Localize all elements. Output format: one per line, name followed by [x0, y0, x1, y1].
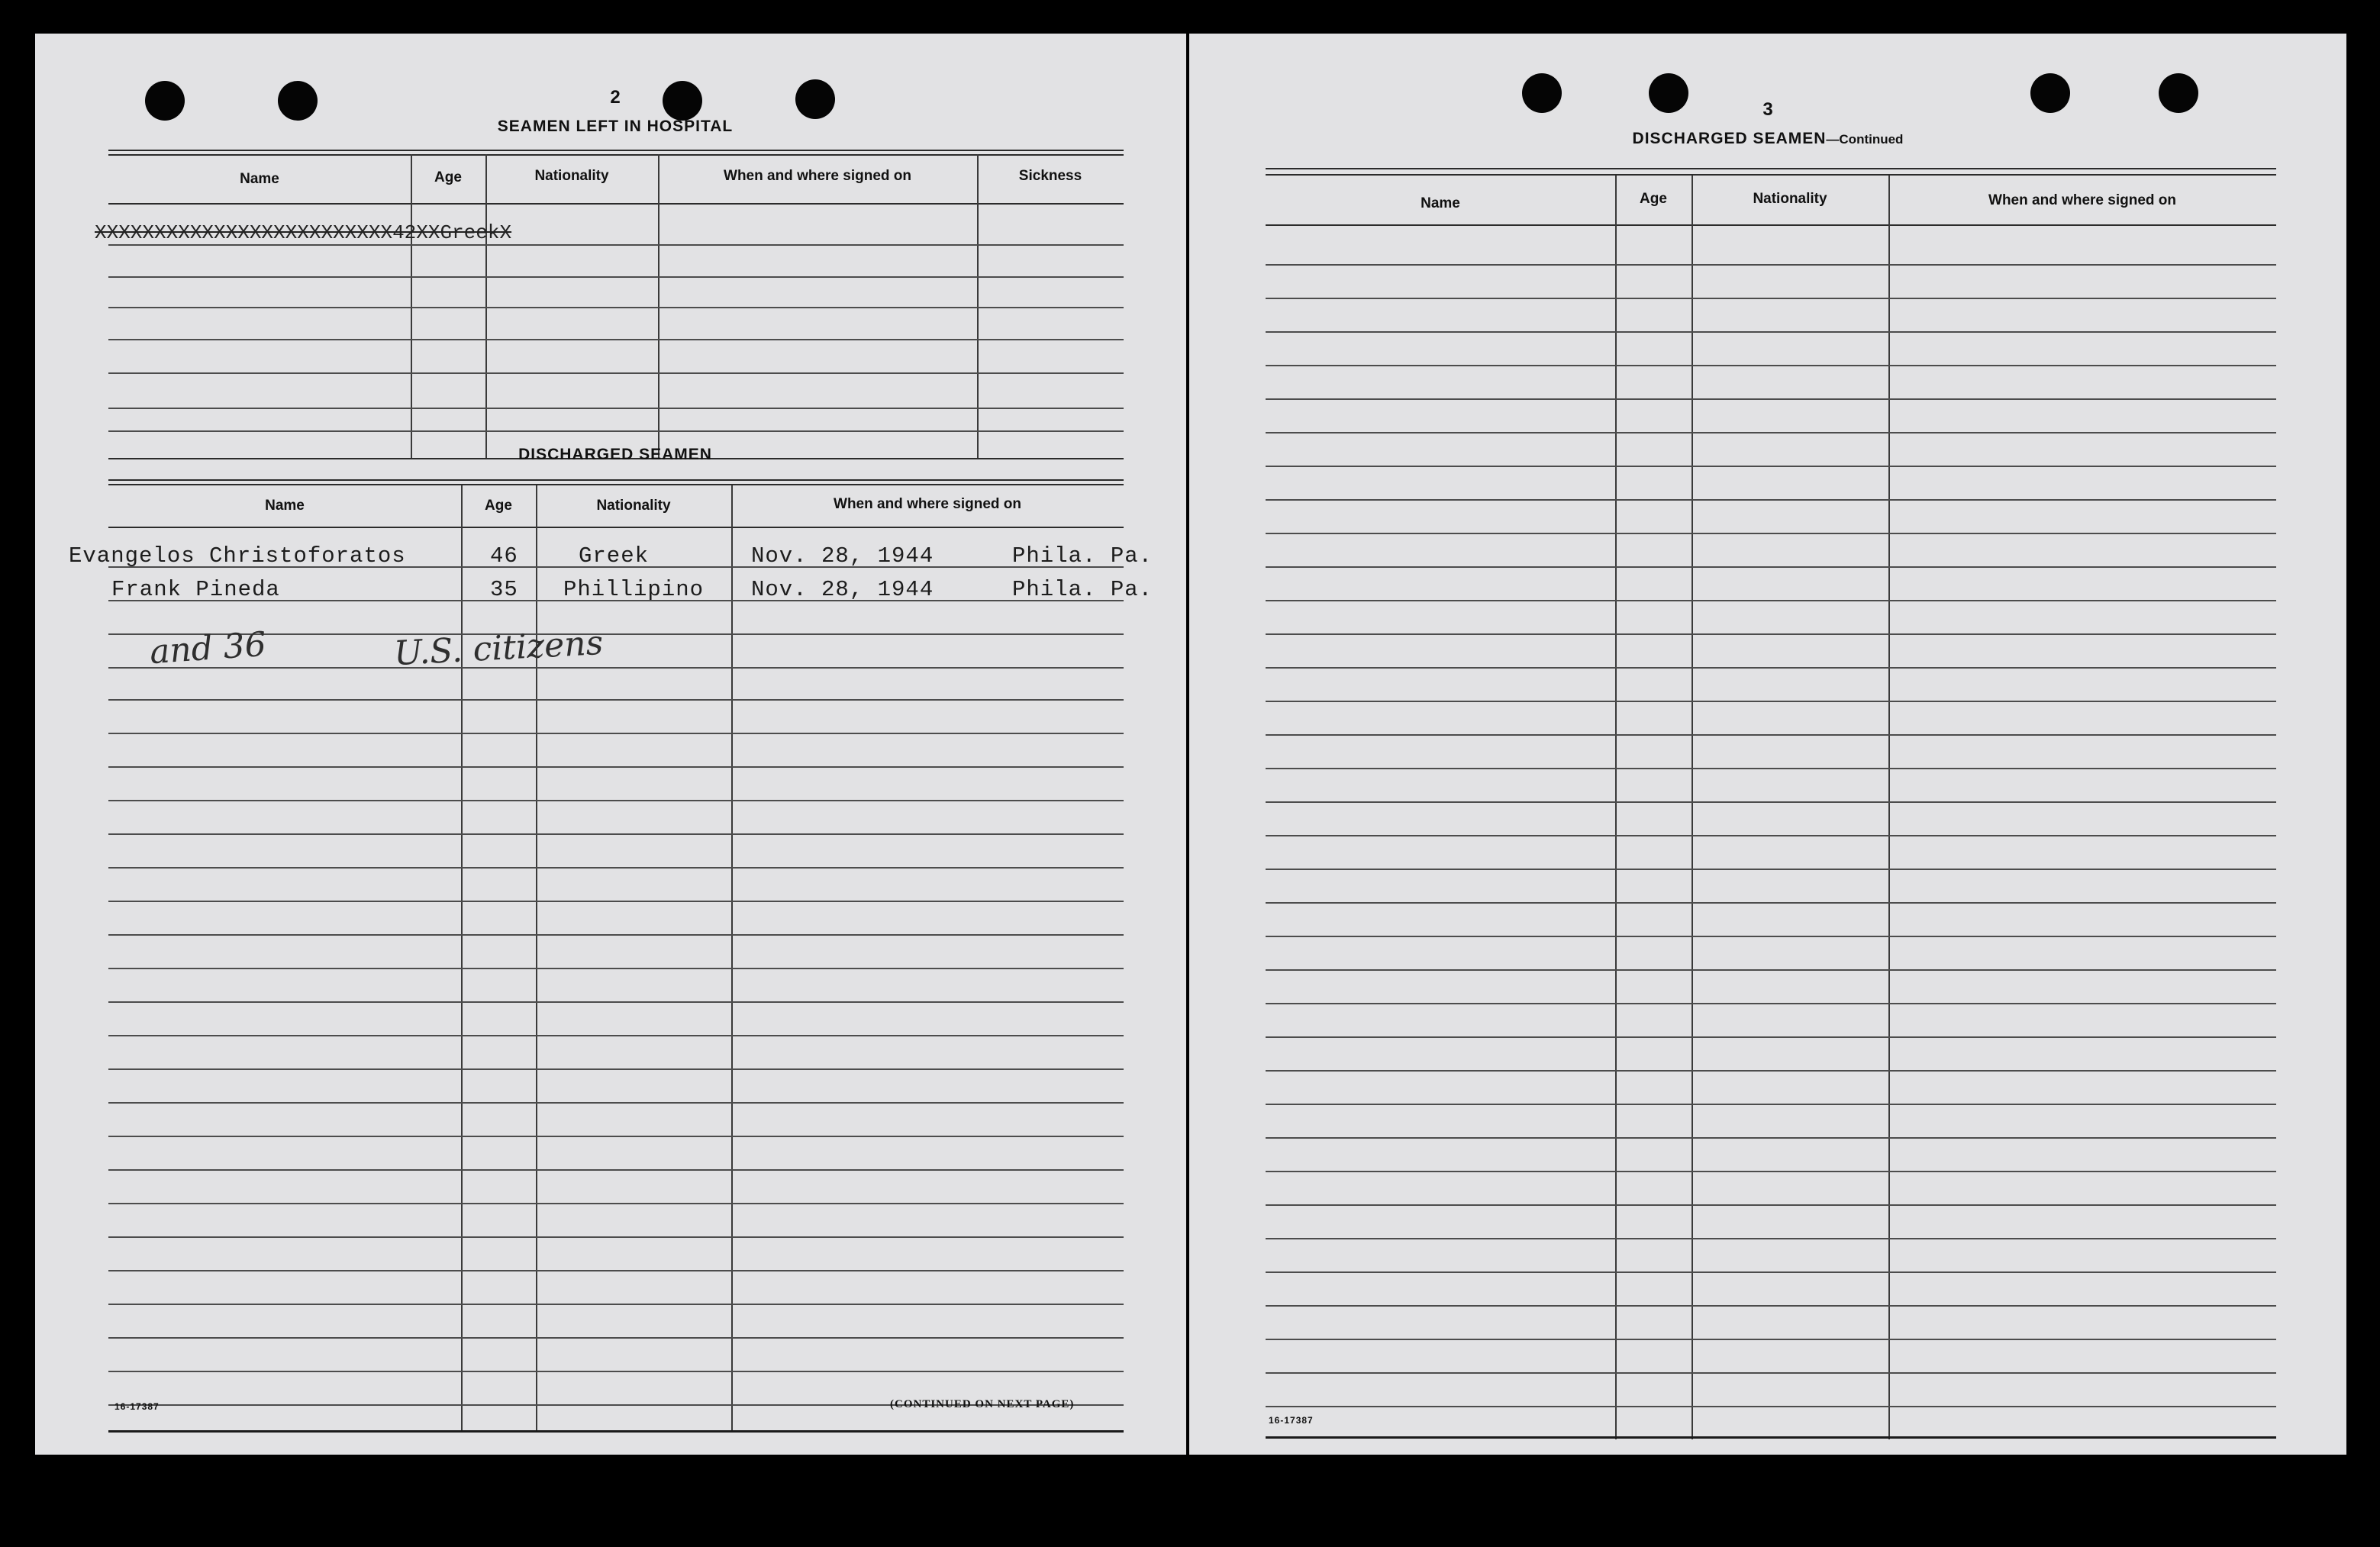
continued-table-bottom-rule: [1266, 1436, 2276, 1439]
hospital-row-rule: [108, 372, 1124, 374]
discharged-row-rule: [108, 800, 1124, 801]
discharged-row-rule: [108, 1236, 1124, 1238]
hospital-col-nationality: Nationality: [534, 168, 609, 184]
right-page: [1189, 34, 2346, 1455]
continued-row-rule: [1266, 633, 2276, 635]
discharged-row-rule: [108, 1102, 1124, 1104]
hospital-col-signed-on: When and where signed on: [724, 168, 911, 184]
continued-row-rule: [1266, 969, 2276, 971]
continued-row-rule: [1266, 801, 2276, 803]
hospital-header-rule: [108, 203, 1124, 205]
continued-row-rule: [1266, 1036, 2276, 1038]
handwritten-note-count: and 36: [148, 624, 268, 672]
seaman-age: 35: [490, 577, 518, 602]
continued-table-top-rule: [1266, 168, 2276, 169]
discharged-row-rule: [108, 1304, 1124, 1305]
punch-hole: [1522, 73, 1562, 113]
hospital-section-title: SEAMEN LEFT IN HOSPITAL: [497, 118, 734, 135]
discharged-col-nationality: Nationality: [596, 498, 671, 514]
hospital-row-rule: [108, 339, 1124, 340]
hospital-row-rule: [108, 430, 1124, 432]
discharged-row-rule: [108, 667, 1124, 669]
discharged-table-top-rule: [108, 484, 1124, 485]
continued-row-rule: [1266, 902, 2276, 904]
continued-row-rule: [1266, 1238, 2276, 1239]
continued-row-rule: [1266, 566, 2276, 568]
punch-hole: [2030, 73, 2070, 113]
continued-row-rule: [1266, 1104, 2276, 1105]
continued-row-rule: [1266, 398, 2276, 400]
continued-row-rule: [1266, 667, 2276, 669]
continued-row-rule: [1266, 1171, 2276, 1172]
signed-on-place: Phila. Pa.: [1012, 543, 1153, 569]
continued-col-signed-on: When and where signed on: [1988, 192, 2176, 208]
punch-hole: [1649, 73, 1688, 113]
continued-row-rule: [1266, 298, 2276, 299]
continued-row-rule: [1266, 936, 2276, 937]
punch-hole: [795, 79, 835, 119]
continued-note: (CONTINUED ON NEXT PAGE): [890, 1398, 1075, 1410]
discharged-row-rule: [108, 699, 1124, 701]
discharged-row-rule: [108, 1270, 1124, 1271]
hospital-row-rule: [108, 307, 1124, 308]
discharged-row-rule: [108, 968, 1124, 969]
continued-row-rule: [1266, 1305, 2276, 1307]
continued-row-rule: [1266, 835, 2276, 836]
continued-row-rule: [1266, 1070, 2276, 1072]
continued-row-rule: [1266, 466, 2276, 467]
hospital-row-rule: [108, 276, 1124, 278]
continued-row-rule: [1266, 1271, 2276, 1273]
title-continued: —Continued: [1826, 132, 1904, 147]
continued-row-rule: [1266, 1339, 2276, 1340]
signed-on-place: Phila. Pa.: [1012, 577, 1153, 602]
form-number: 16-17387: [114, 1401, 160, 1412]
continued-col-name: Name: [1421, 195, 1460, 211]
punch-hole: [663, 81, 702, 121]
discharged-col-age: Age: [485, 498, 512, 514]
discharged-col-divider: [461, 485, 463, 1430]
hospital-row-rule: [108, 408, 1124, 409]
hospital-col-name: Name: [240, 171, 279, 187]
continued-col-age: Age: [1640, 191, 1667, 207]
discharged-col-name: Name: [265, 498, 305, 514]
discharged-row-rule: [108, 1337, 1124, 1339]
punch-hole: [145, 81, 185, 121]
discharged-header-rule: [108, 527, 1124, 528]
seaman-name: Evangelos Christoforatos: [69, 543, 406, 569]
punch-hole: [278, 81, 318, 121]
handwritten-note-citizens: U.S. citizens: [392, 623, 605, 674]
continued-row-rule: [1266, 432, 2276, 433]
discharged-col-signed-on: When and where signed on: [834, 496, 1021, 512]
discharged-row-rule: [108, 867, 1124, 869]
signed-on-date: Nov. 28, 1944: [751, 543, 934, 569]
continued-row-rule: [1266, 734, 2276, 736]
continued-row-rule: [1266, 1003, 2276, 1004]
continued-row-rule: [1266, 1204, 2276, 1206]
page-number: 3: [1762, 99, 1773, 120]
left-page: [35, 34, 1186, 1455]
discharged-continued-title: [1539, 130, 1997, 148]
discharged-section-title: DISCHARGED SEAMEN: [518, 446, 712, 463]
hospital-table-top-rule: [108, 154, 1124, 156]
continued-row-rule: [1266, 701, 2276, 702]
seaman-nationality: Greek: [579, 543, 650, 569]
discharged-row-rule: [108, 934, 1124, 936]
discharged-row-rule: [108, 1169, 1124, 1171]
continued-row-rule: [1266, 768, 2276, 769]
continued-row-rule: [1266, 365, 2276, 366]
continued-row-rule: [1266, 1137, 2276, 1139]
discharged-table-bottom-rule: [108, 1430, 1124, 1433]
continued-row-rule: [1266, 600, 2276, 601]
discharged-row-rule: [108, 901, 1124, 902]
discharged-row-rule: [108, 1203, 1124, 1204]
continued-row-rule: [1266, 1406, 2276, 1407]
discharged-table-top-rule: [108, 479, 1124, 481]
discharged-row-rule: [108, 1136, 1124, 1137]
hospital-table-top-rule: [108, 150, 1124, 151]
continued-row-rule: [1266, 1372, 2276, 1374]
discharged-row-rule: [108, 1001, 1124, 1003]
discharged-row-rule: [108, 733, 1124, 734]
continued-row-rule: [1266, 533, 2276, 534]
continued-row-rule: [1266, 499, 2276, 501]
page-number: 2: [610, 87, 621, 108]
punch-hole: [2159, 73, 2198, 113]
title-main: DISCHARGED SEAMEN: [1632, 130, 1827, 147]
discharged-row-rule: [108, 833, 1124, 835]
form-number: 16-17387: [1269, 1415, 1314, 1426]
seaman-nationality: Phillipino: [563, 577, 705, 602]
continued-col-nationality: Nationality: [1753, 191, 1827, 207]
discharged-row-rule: [108, 766, 1124, 768]
discharged-row-rule: [108, 1035, 1124, 1036]
continued-table-top-rule: [1266, 174, 2276, 176]
seaman-age: 46: [490, 543, 518, 569]
continued-header-rule: [1266, 224, 2276, 226]
continued-row-rule: [1266, 869, 2276, 870]
discharged-row-rule: [108, 1371, 1124, 1372]
struck-hospital-entry: XXXXXXXXXXXXXXXXXXXXXXXXX42XXGreekX: [95, 221, 512, 244]
seaman-name: Frank Pineda: [111, 577, 280, 602]
hospital-row-rule: [108, 244, 1124, 246]
signed-on-date: Nov. 28, 1944: [751, 577, 934, 602]
hospital-col-age: Age: [434, 169, 462, 185]
discharged-row-rule: [108, 1068, 1124, 1070]
discharged-col-divider: [731, 485, 733, 1430]
hospital-col-sickness: Sickness: [1018, 168, 1082, 184]
continued-row-rule: [1266, 331, 2276, 333]
continued-row-rule: [1266, 264, 2276, 266]
